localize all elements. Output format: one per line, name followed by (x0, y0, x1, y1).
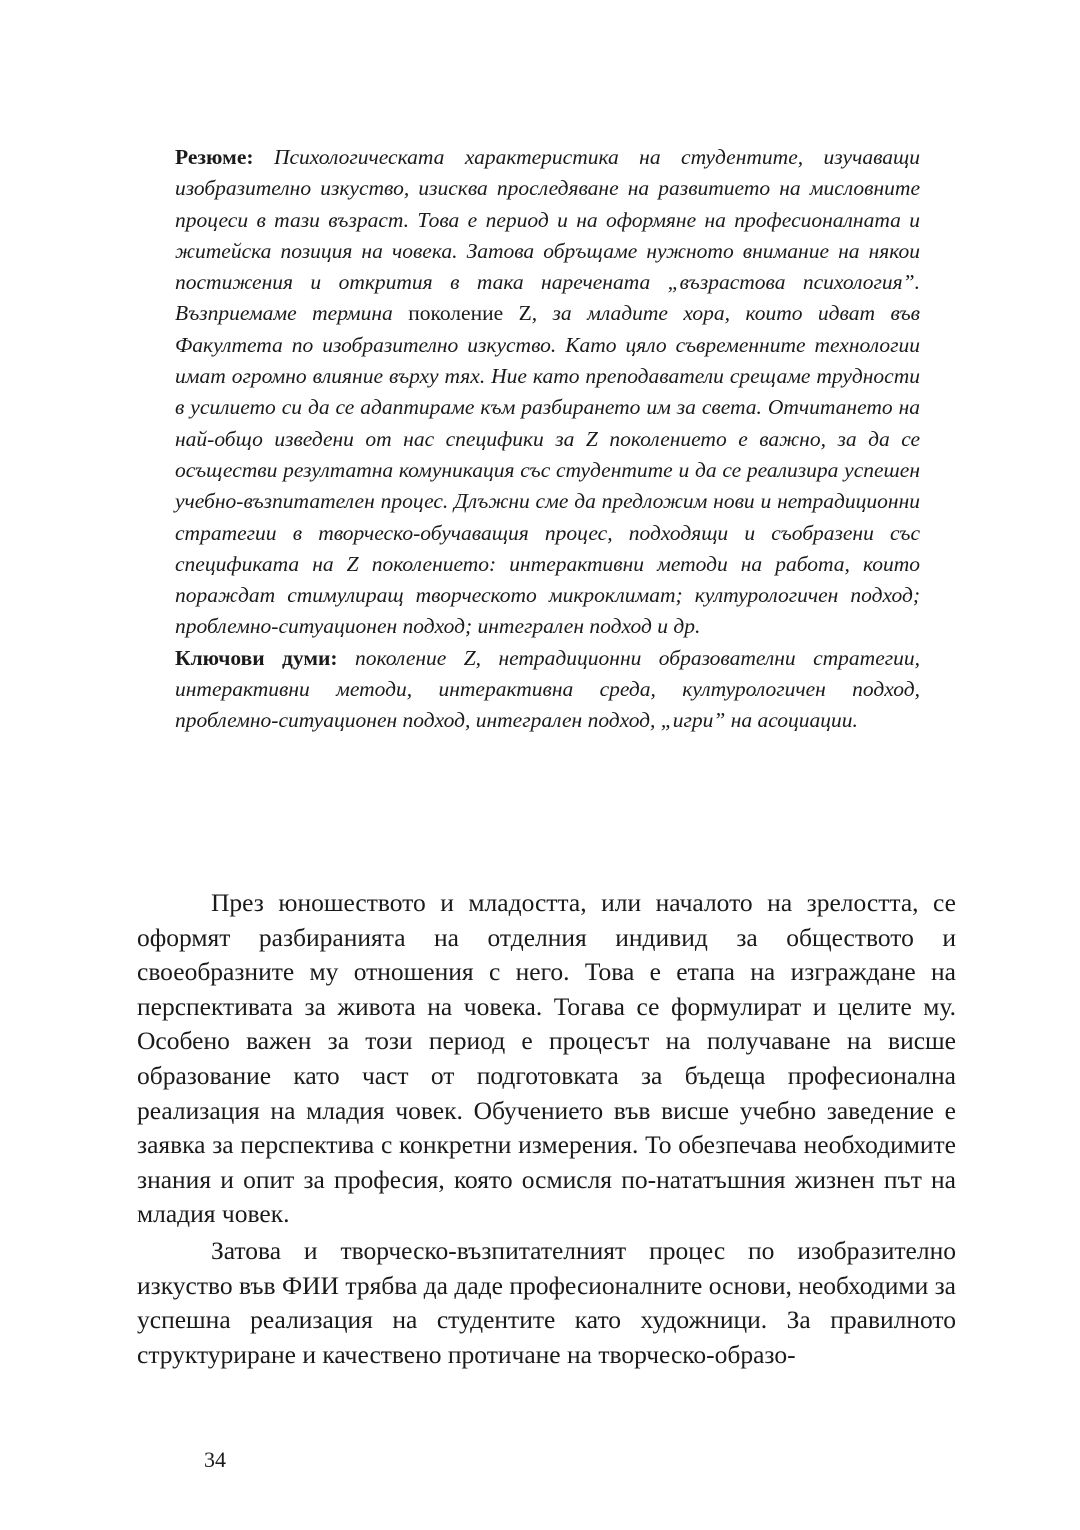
keywords-text: поколение Z, нетрадиционни образователни стратегии, интерактивни методи, интерактивна среда, културологичен подход, проблемно-ситуационен подход, интегрален подход, „игри” на асоциации. (175, 645, 920, 733)
abstract-term: поколение Z (408, 301, 532, 326)
body-paragraph-1: През юношеството и младостта, или началото на зрелостта, се оформят разбиранията на отделния индивид за обществото и своеобразните му отношения с него. Това е етапа на изграждане на перспективата за живота на човека. Тогава се формулират и целите му. Особено важен за този период е процесът на получаване на висше образование като част от подготовката за бъдеща професионална реализация на младия човек. Обучението във висше учебно заведение е заявка за перспектива с конкретни измерения. То обезпечава необходимите знания и опит за професия, която осмисля по-нататъшния жизнен път на младия човек. (137, 888, 956, 1229)
abstract-paragraph (175, 142, 920, 643)
abstract-block (175, 142, 920, 737)
body-paragraph-2: Затова и творческо-възпитателният процес по изобразително изкуство във ФИИ трябва да даде професионалните основи, необходими за успешна реализация на студентите като художници. За правилното структуриране и качествено протичане на творческо-образо- (137, 1235, 956, 1369)
keywords-paragraph (175, 643, 920, 737)
main-text (137, 886, 956, 1372)
abstract-text-part2: , за младите хора, които идват във Факултета по изобразително изкуство. Като цяло съвременните технологии имат огромно влияние върху тях. Ние като преподаватели срещаме трудности в усилието си да се адаптираме към разбирането им за света. Отчитането на най-общо изведени от нас специфики за Z поколението е важно, за да се осъществи резултатна комуникация със студентите и да се реализира успешен учебно-възпитателен процес. Длъжни сме да предложим нови и нетрадиционни стратегии в творческо-обучаващия процес, подходящи и съобразени със спецификата на Z поколението: интерактивни методи на работа, които пораждат стимулиращ творческото микроклимат; културологичен подход; проблемно-ситуационен подход; интегрален подход и др. (175, 301, 921, 639)
keywords-label: Ключови думи: (175, 645, 338, 670)
abstract-text-part1: Психологическата характеристика на студентите, изучаващи изобразително изкуство, изисква проследяване на развитието на мисловните процеси в тази възраст. Това е период и на оформяне на професионалната и житейска позиция на човека. Затова обръщаме нужното внимание на някои постижения и открития в така наречената „възрастова психология”. Възприемаме термина (175, 145, 920, 326)
abstract-label: Резюме: (175, 145, 254, 169)
page-number: 34 (204, 1447, 226, 1472)
